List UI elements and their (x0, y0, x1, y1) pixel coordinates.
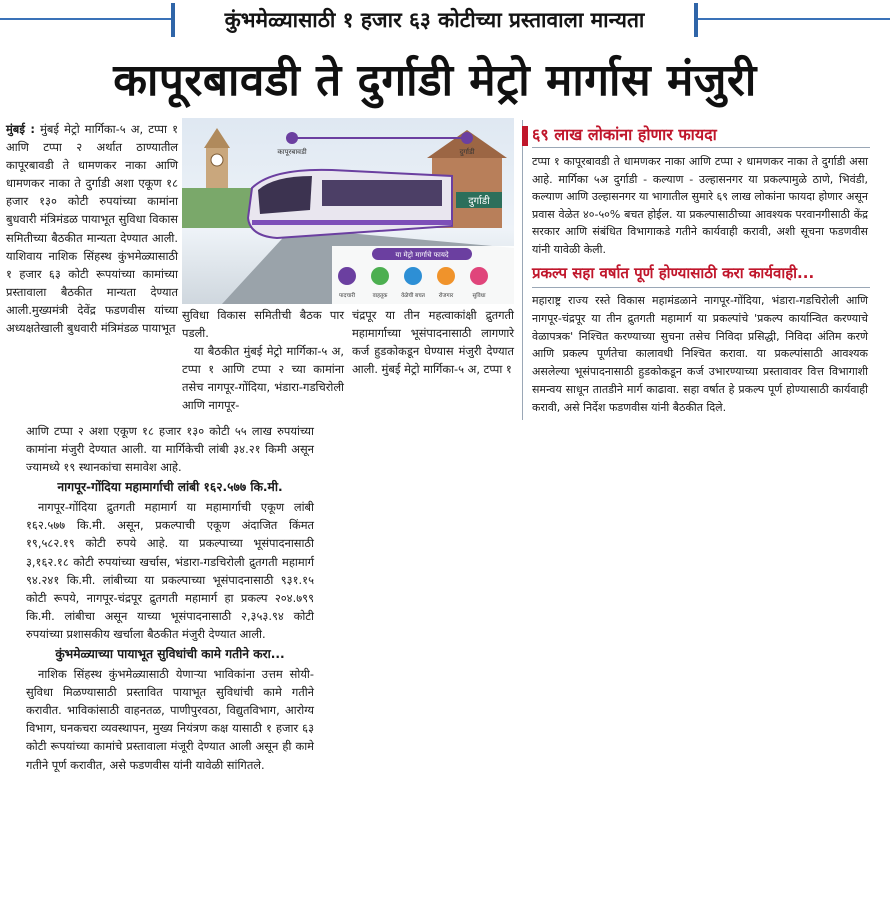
subhead-nagpur-gondia: नागपूर-गोंदिया महामार्गाची लांबी १६२.५७७ कि.मी. (57, 480, 283, 495)
headline: कापूरबावडी ते दुर्गाडी मेट्रो मार्गास मंजुरी (113, 55, 757, 106)
benefit-label-3: वेळेची बचत (401, 293, 425, 299)
route-start-marker (286, 132, 298, 144)
article-column-1 (6, 120, 178, 337)
article-lower (26, 422, 314, 774)
kicker-rule-left (0, 18, 172, 20)
tower-roof (204, 128, 230, 148)
train-windows (322, 180, 442, 206)
sidebar-head1-rule (532, 147, 870, 148)
sidebar-text2: महाराष्ट्र राज्य रस्ते विकास महामंडळाने नागपूर-गोंदिया, भंडारा-गडचिरोली आणि नागपूर-चंद्रपूर या तीन द्रुतगती महामार्ग या प्रकल्पांचे 'प्रकल्प कार्यान्वित करण्याचे वेळापत्रक' निश्चित करण्याच्या सुचना तसेच निविदा प्रसिद्धी, निविदा अंतिम करणे आणि प्रकल्प पूर्णतेचा कालावधी निश्चित करावा. या प्रकल्पांसाठी आवश्यक असलेल्या भूसंपादनासाठी हुडकोकडून कर्ज उभारण्याच्या प्रस्तावावर वित्त विभागाशी समन्वय साधून तातडीने मार्ग काढावा. सहा वर्षात हे प्रकल्प पूर्ण होण्यासाठी कार्यवाही करावी, असे निर्देश फडणवीस यांनी बैठकीत दिले. (532, 294, 868, 414)
sidebar-text1: टप्पा १ कापूरबावडी ते धामणकर नाका आणि टप्पा २ धामणकर नाका ते दुर्गाडी असा आहे. मार्गिका ५अ दुर्गाडी - कल्याण - उल्हासनगर या प्रकल्पामुळे ठाणे, भिवंडी, कल्याण आणि उल्हासनगर या भागातील सुमारे ६९ लाख लोकांना फायदा होणार असून प्रवास वेळेत ४०-५०% बचत होईल. या प्रकल्पासाठीच्या आवश्यक परवानगीसाठी केंद्र सरकार आणि संबंधित विभागाकडे गतीने कार्यवाही करावी, अशी सूचना फडणवीस यांनी यावेळी केली. (532, 155, 868, 256)
article-col3-text: चंद्रपूर या तीन महत्वाकांक्षी द्रुतगती महामार्गाच्या भूसंपादनासाठी लागणारे कर्ज हुडकोकडून घेण्यास मंजुरी देण्यात आली. मुंबई मेट्रो मार्गिका-५ अ, टप्पा १ (352, 308, 514, 377)
sidebar-head2-rule (532, 287, 870, 288)
route-end-label: दुर्गाडी (459, 148, 475, 156)
trees (182, 188, 252, 228)
benefit-label-5: सुविधा (472, 293, 486, 299)
article-sub1-text: नागपूर-गोंदिया द्रुतगती महामार्ग या महामार्गाची एकूण लांबी १६२.५७७ कि.मी. असून, प्रकल्पाची एकूण अंदाजित किंमत १९,५८२.१९ कोटी रुपये आहे. या प्रकल्पाच्या भूसंपादनासाठी ३,१६२.१८ कोटी रुपयांच्या खर्चास, भंडारा-गडचिरोली द्रुतगती महामार्ग ९४.२४१ कि.मी. लांबीच्या या प्रकल्पाच्या भूसंपादनासाठी ९३१.१५ कोटी रूपये, नागपूर-चंद्रपूर द्रुतगती महामार्ग हा प्रकल्प २०४.७९९ कि.मी. लांबीचा असून याच्या भूसंपादनासाठी २,३५३.९४ कोटी रुपयांच्या प्रशासकीय खर्चाला बैठकीत मंजुरी देण्यात आली. (26, 500, 314, 641)
article-col2-text: सुविधा विकास समितीची बैठक पार पडली. (182, 308, 344, 341)
benefit-label-2: वाहतूक (372, 293, 388, 299)
transport-icon (371, 267, 389, 285)
metro-illustration (182, 118, 514, 304)
time-saving-icon (404, 267, 422, 285)
clock-icon (211, 154, 223, 166)
article-column-2 (182, 306, 344, 415)
kicker-bar (0, 0, 890, 44)
dateline: मुंबई : (6, 122, 35, 136)
route-start-label: कापूरबावडी (277, 148, 307, 156)
employment-icon (437, 267, 455, 285)
facility-icon (470, 267, 488, 285)
route-end-marker (461, 132, 473, 144)
benefit-label-1: पादचारी (338, 293, 356, 299)
sidebar-head1: ६९ लाख लोकांना होणार फायदा (532, 125, 717, 144)
sidebar-head1-bar (522, 126, 528, 146)
article-lead: मुंबई मेट्रो मार्गिका-५ अ, टप्पा १ आणि टप्पा २ अर्थात ठाण्यातील कापूरबावडी ते धामणकर नाका आणि धामणकर नाका ते दुर्गाडी अशा एकूण १८ हजार १३० कोटी रुपयांच्या कामांना बुधवारी मंत्रिमंडळ पायाभूत सुविधा विकास समितीच्या बैठकीत मान्यता देण्यात आली. याशिवाय नाशिक सिंहस्थ कुंभमेळ्यासाठी १ हजार ६३ कोटी रूपयांच्या कामांच्या प्रस्तावाला बैठकीत मान्यता देण्यात आली.मुख्यमंत्री देवेंद्र फडणवीस यांच्या अध्यक्षतेखाली बुधवारी मंत्रिमंडळ पायाभूत (6, 122, 178, 336)
subhead-kumbh: कुंभमेळ्याच्या पायाभूत सुविधांची कामे गतीने करा... (55, 647, 285, 662)
kicker-title: कुंभमेळ्यासाठी १ हजार ६३ कोटीच्या प्रस्तावाला मान्यता (171, 3, 698, 37)
train-stripe (252, 220, 452, 225)
benefit-label-4: रोजगार (438, 293, 454, 299)
article-wide-text: आणि टप्पा २ अशा एकूण १८ हजार १३० कोटी ५५ लाख रुपयांच्या कामांना मंजुरी देण्यात आली. या मार्गिकेची लांबी ३४.२१ किमी असून ज्यामध्ये १९ स्थानकांचा समावेश आहे. (26, 424, 314, 475)
metro-photo (182, 118, 514, 304)
sidebar-divider (522, 120, 523, 420)
station-sign-label: दुर्गाडी (468, 196, 490, 207)
pedestrian-icon (338, 267, 356, 285)
article-col2-para2: या बैठकीत मुंबई मेट्रो मार्गिका-५ अ, टप्पा १ आणि टप्पा २ च्या कामांना तसेच नागपूर-गोंदिया, भंडारा-गडचिरोली आणि नागपूर- (182, 344, 344, 413)
sidebar-head2: प्रकल्प सहा वर्षात पूर्ण होण्यासाठी करा कार्यवाही... (532, 264, 815, 282)
benefits-title: या मेट्रो मार्गाचे फायदे (395, 251, 449, 259)
article-column-3 (352, 306, 514, 378)
kicker-rule-right (697, 18, 890, 20)
article-sub2-text: नाशिक सिंहस्थ कुंभमेळ्यासाठी येणाऱ्या भाविकांना उत्तम सोयी-सुविधा मिळण्यासाठी प्रस्तावित पायाभूत सुविधांची कामे गतीने करावीत. भाविकांसाठी वाहनतळ, पाणीपुरवठा, विद्युतविभाग, आरोग्य विभाग, घनकचरा व्यवस्थापन, मुख्य नियंत्रण कक्ष यासाठी १ हजार ६३ कोटी रूपयांच्या कामांचे प्रस्तावाला मंजूरी देण्यात आली असून ही कामे गतीने पूर्ण करावीत, असे फडणवीस यांनी यावेळी सांगितले. (26, 667, 314, 772)
